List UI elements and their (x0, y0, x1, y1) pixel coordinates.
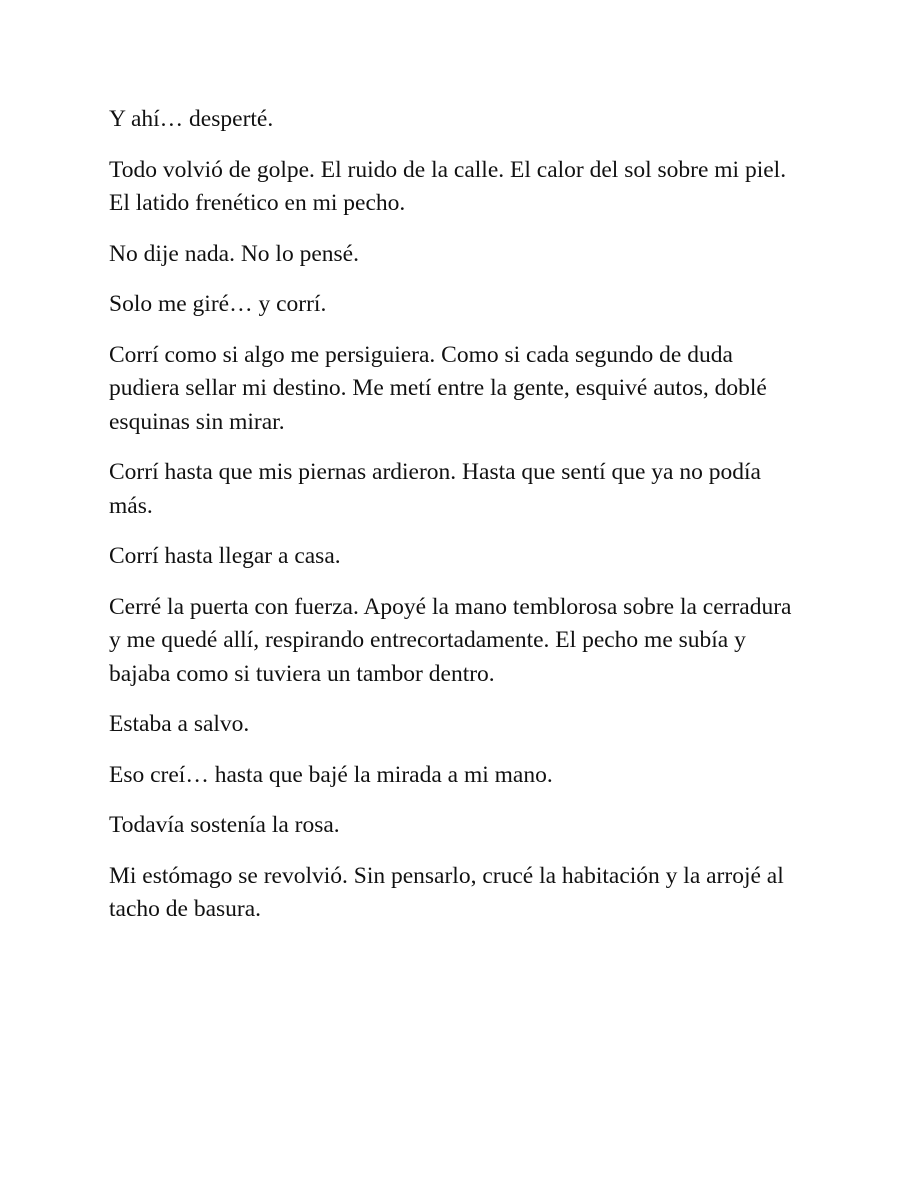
paragraph: Eso creí… hasta que bajé la mirada a mi mano. (109, 761, 553, 788)
paragraph: No dije nada. No lo pensé. (109, 240, 359, 267)
paragraph: Y ahí… desperté. (109, 106, 274, 132)
paragraph: Todo volvió de golpe. El ruido de la calle. El calor del sol sobre mi piel. El latido frenético en mi pecho. (109, 156, 787, 216)
document-body (109, 103, 799, 944)
paragraph: Todavía sostenía la rosa. (109, 812, 340, 838)
paragraph: Solo me giré… y corrí. (109, 291, 327, 317)
paragraph: Corrí como si algo me persiguiera. Como si cada segundo de duda pudiera sellar mi destino. Me metí entre la gente, esquivé autos, doblé esquinas sin mirar. (109, 341, 767, 435)
paragraph: Mi estómago se revolvió. Sin pensarlo, crucé la habitación y la arrojé al tacho de basura. (109, 862, 784, 922)
paragraph: Corrí hasta que mis piernas ardieron. Hasta que sentí que ya no podía más. (109, 459, 761, 519)
paragraph: Estaba a salvo. (109, 711, 250, 737)
paragraph: Cerré la puerta con fuerza. Apoyé la mano temblorosa sobre la cerradura y me quedé allí, respirando entrecortadamente. El pecho me subía y bajaba como si tuviera un tambor dentro. (109, 593, 792, 687)
paragraph: Corrí hasta llegar a casa. (109, 543, 341, 569)
